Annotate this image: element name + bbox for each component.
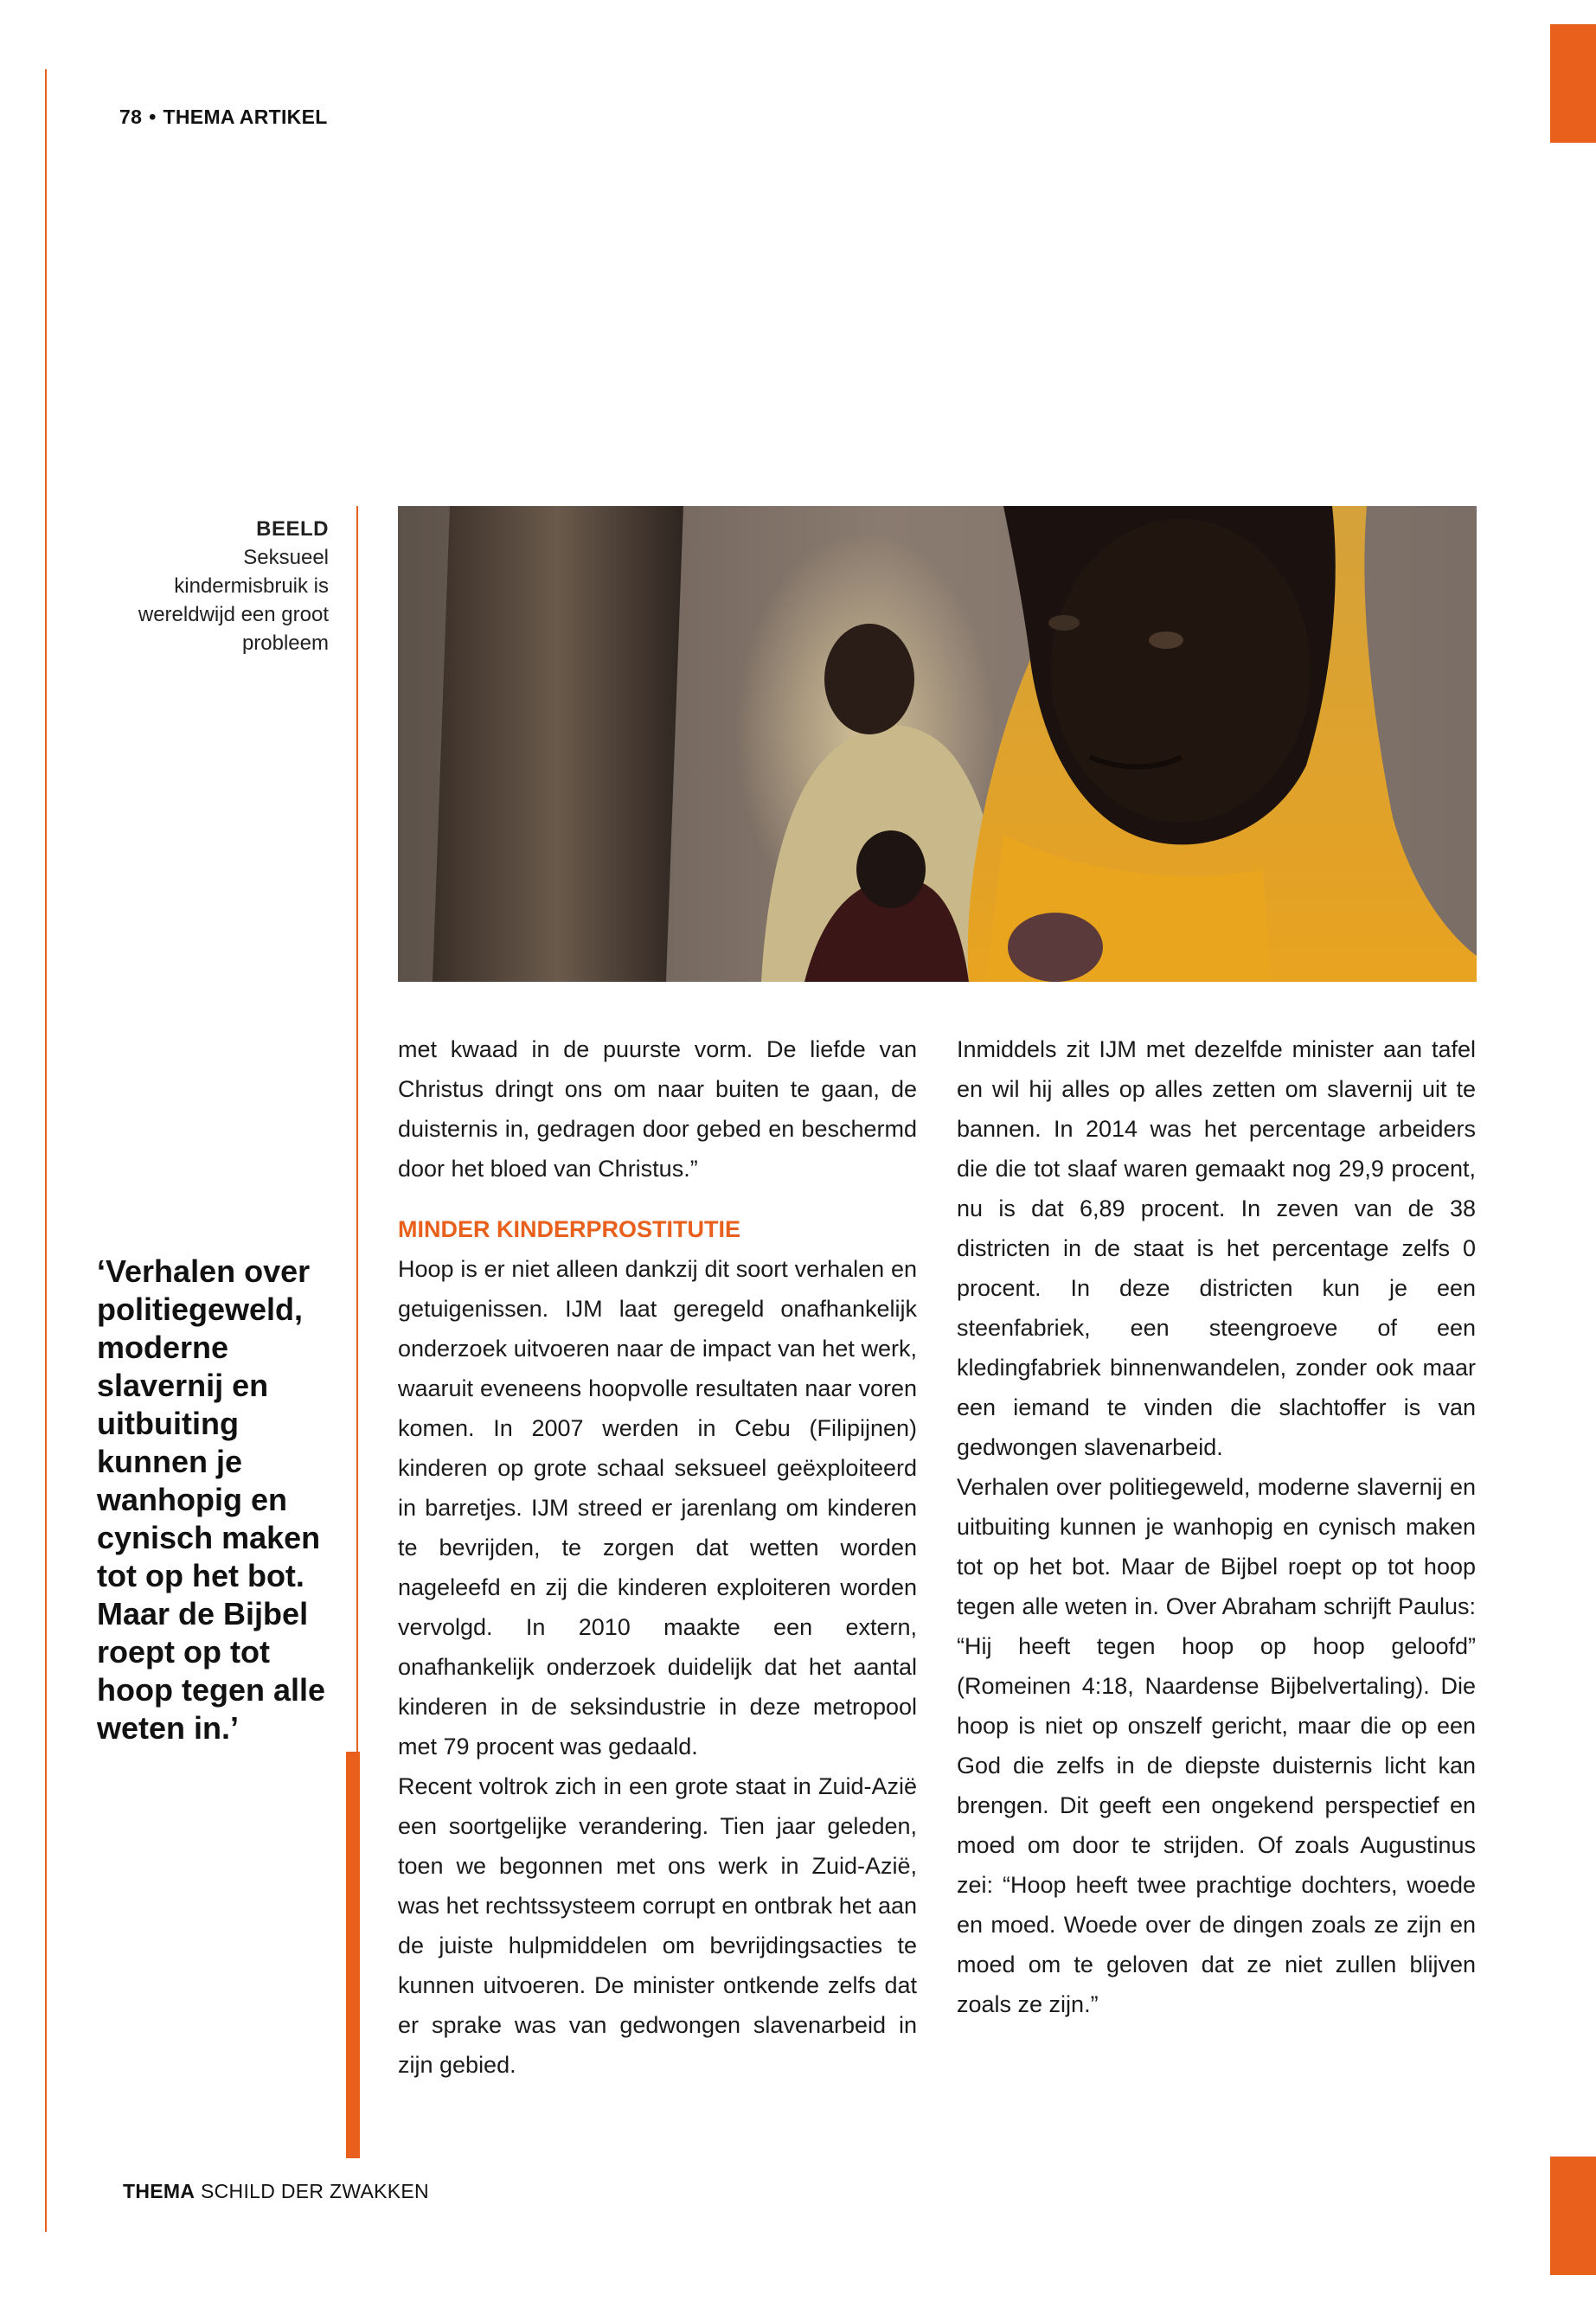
caption-label: BEELD xyxy=(256,517,329,541)
orange-page-tab-bottom xyxy=(1550,2157,1596,2275)
footer-magazine: SCHILD DER ZWAKKEN xyxy=(200,2180,429,2202)
footer-brand: THEMA xyxy=(123,2180,195,2202)
column1-paragraph-1: met kwaad in de puurste vorm. De liefde van Christus dringt ons om naar buiten te gaan, de duisternis in, gedragen door gebed en beschermd door het bloed van Christus.” xyxy=(398,1036,917,1182)
page-footer xyxy=(123,2180,429,2203)
photo-illustration xyxy=(398,506,1477,982)
column1-paragraph-2: Hoop is er niet alleen dankzij dit soort verhalen en getuigenissen. IJM laat geregeld onafhankelijk onderzoek uitvoeren naar de impact van het werk, waaruit eveneens hoopvolle resultaten naar voren komen. In 2007 werden in Cebu (Filipijnen) kinderen op grote schaal seksueel geëxploiteerd in barretjes. IJM streed er jarenlang om kinderen te bevrijden, te zorgen dat wetten worden nageleefd en zij die kinderen exploiteren worden vervolgd. In 2010 maakte een extern, onafhankelijk onderzoek duidelijk dat het aantal kinderen in de seksindustrie in deze metropool met 79 procent was gedaald. xyxy=(398,1256,917,1759)
article-column-2 xyxy=(957,1029,1476,2024)
column1-paragraph-3: Recent voltrok zich in een grote staat in Zuid-Azië een soortgelijke verandering. Tien jaar geleden, toen we begonnen met ons werk in Zuid-Azië, was het rechtssysteem corrupt en ontbrak het aan de juiste hulpmiddelen om bevrijdingsacties te kunnen uitvoeren. De minister ontkende zelfs dat er sprake was van gedwongen slavenarbeid in zijn gebied. xyxy=(398,1773,917,2078)
page-number: 78 xyxy=(119,106,143,128)
page-header xyxy=(119,106,328,129)
column-rule-thick xyxy=(346,1752,360,2158)
pull-quote: ‘Verhalen over politiegeweld, moderne slavernij en uitbuiting kunnen je wanhopig en cynisch maken tot op het bot. Maar de Bijbel roept op tot hoop tegen alle weten in.’ xyxy=(97,1253,326,1746)
column-rule-thin xyxy=(356,506,358,1752)
article-column-1 xyxy=(398,1029,917,2085)
caption-text: Seksueel kindermisbruik is wereldwijd een groot probleem xyxy=(138,546,329,655)
section-title: THEMA ARTIKEL xyxy=(163,106,328,128)
article-photo xyxy=(398,506,1477,982)
column2-paragraph-2: Verhalen over politiegeweld, moderne slavernij en uitbuiting kunnen je wanhopig en cynisch maken tot op het bot. Maar de Bijbel roept op tot hoop tegen alle weten in. Over Abraham schrijft Paulus: “Hij heeft tegen hoop op hoop geloofd” (Romeinen 4:18, Naardense Bijbelvertaling). Die hoop is niet op onszelf gericht, maar die op een God die zelfs in de diepste duisternis licht kan brengen. Dit geeft een ongekend perspectief en moed om door te strijden. Of zoals Augustinus zei: “Hoop heeft twee prachtige dochters, woede en moed. Woede over de dingen zoals ze zijn en moed om te geloven dat ze niet zullen blijven zoals ze zijn.” xyxy=(957,1474,1476,2017)
left-margin-rule xyxy=(45,69,47,2232)
header-separator: • xyxy=(149,106,157,128)
orange-page-tab-top xyxy=(1550,24,1596,143)
photo-caption xyxy=(130,515,329,657)
section-heading: MINDER KINDERPROSTITUTIE xyxy=(398,1216,741,1242)
column2-paragraph-1: Inmiddels zit IJM met dezelfde minister aan tafel en wil hij alles op alles zetten om slavernij uit te bannen. In 2014 was het percentage arbeiders die die tot slaaf waren gemaakt nog 29,9 procent, nu is dat 6,89 procent. In zeven van de 38 districten in de staat is het percentage zelfs 0 procent. In deze districten kun je een steenfabriek, een steengroeve of een kledingfabriek binnenwandelen, zonder ook maar een iemand te vinden die slachtoffer is van gedwongen slavenarbeid. xyxy=(957,1036,1476,1460)
